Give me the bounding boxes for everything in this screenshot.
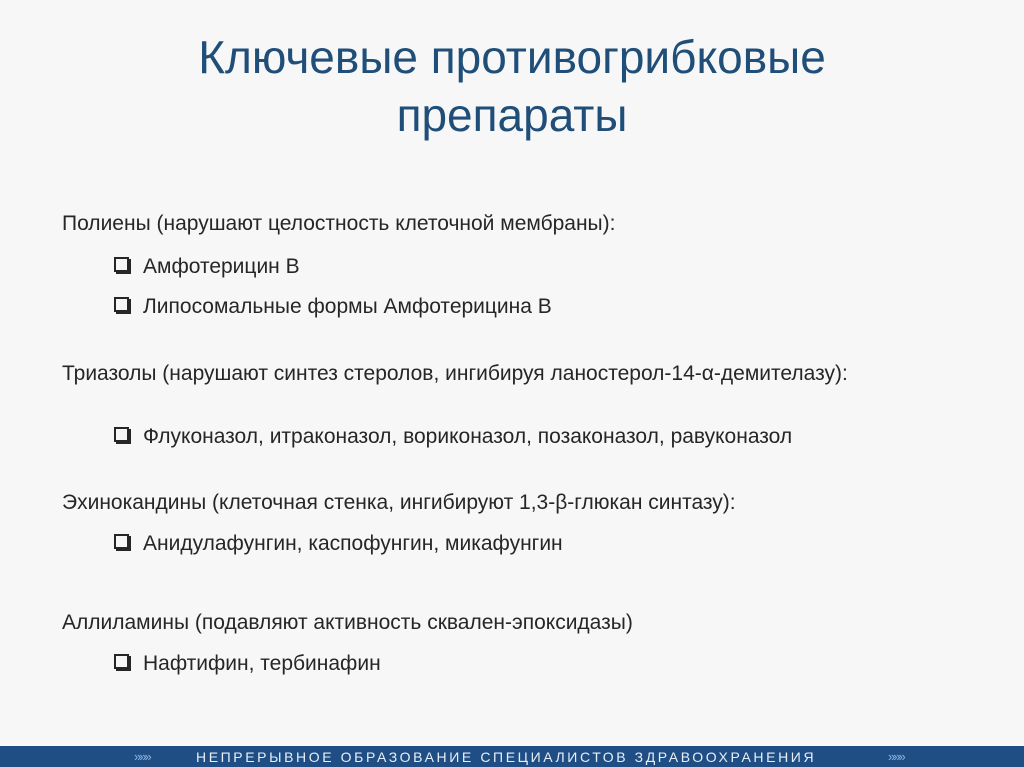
item-text: Липосомальные формы Амфотерицина В <box>143 295 552 318</box>
footer-text: НЕПРЕРЫВНОЕ ОБРАЗОВАНИЕ СПЕЦИАЛИСТОВ ЗДРАВООХРАНЕНИЯ <box>196 749 817 765</box>
list-item <box>114 532 563 556</box>
list-item <box>114 652 381 676</box>
checkbox-bullet-icon <box>114 427 129 442</box>
title-line-2: препараты <box>396 89 628 141</box>
title-line-1: Ключевые противогрибковые <box>198 31 826 83</box>
section-heading-triazoles: Триазолы (нарушают синтез стеролов, ингибируя ланостерол-14-α-демителазу): <box>62 362 848 385</box>
item-text: Флуконазол, итраконазол, вориконазол, позаконазол, равуконазол <box>143 425 793 448</box>
section-heading-allylamines: Аллиламины (подавляют активность сквален-эпоксидазы) <box>62 611 633 634</box>
double-chevron-icon: »»» <box>888 749 904 764</box>
checkbox-bullet-icon <box>114 534 129 549</box>
item-text: Амфотерицин В <box>143 255 300 278</box>
slide-title <box>0 28 1024 144</box>
list-item <box>114 425 792 449</box>
list-item <box>114 295 552 319</box>
checkbox-bullet-icon <box>114 654 129 669</box>
section-heading-echinocandins: Эхинокандины (клеточная стенка, ингибируют 1,3-β-глюкан синтазу): <box>62 491 736 514</box>
double-chevron-icon: »»» <box>134 749 150 764</box>
section-heading-polyenes: Полиены (нарушают целостность клеточной мембраны): <box>62 212 616 235</box>
checkbox-bullet-icon <box>114 297 129 312</box>
item-text: Нафтифин, тербинафин <box>143 652 381 675</box>
checkbox-bullet-icon <box>114 257 129 272</box>
item-text: Анидулафунгин, каспофунгин, микафунгин <box>143 532 563 555</box>
footer-bar <box>0 746 1024 767</box>
list-item <box>114 255 300 279</box>
